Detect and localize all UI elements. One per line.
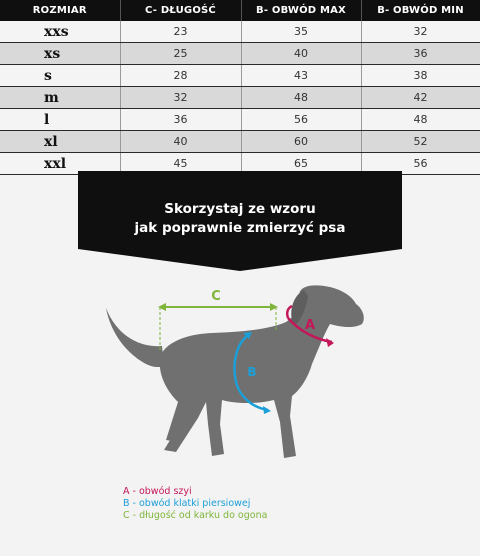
table-row bbox=[0, 87, 480, 109]
girth-max-cell: 43 bbox=[241, 65, 361, 87]
size-cell: xxl bbox=[0, 153, 120, 175]
girth-min-cell: 42 bbox=[361, 87, 480, 109]
table-row bbox=[0, 109, 480, 131]
table-header-row bbox=[0, 0, 480, 21]
label-a: A bbox=[304, 318, 316, 333]
dog-body bbox=[160, 285, 364, 458]
girth-min-cell: 38 bbox=[361, 65, 480, 87]
girth-min-cell: 36 bbox=[361, 43, 480, 65]
size-cell: xl bbox=[0, 131, 120, 153]
label-b: B bbox=[247, 365, 257, 379]
legend-item-c: C - długość od karku do ogona bbox=[123, 510, 268, 521]
girth-max-cell: 56 bbox=[241, 109, 361, 131]
label-c: C bbox=[211, 289, 221, 304]
size-cell: xxs bbox=[0, 21, 120, 43]
table-row bbox=[0, 21, 480, 43]
header-girth-max: B- OBWÓD MAX bbox=[241, 0, 361, 21]
girth-min-cell: 48 bbox=[361, 109, 480, 131]
size-table bbox=[0, 0, 480, 175]
girth-max-cell: 65 bbox=[241, 153, 361, 175]
header-length: C- DŁUGOŚĆ bbox=[120, 0, 241, 21]
table-row bbox=[0, 131, 480, 153]
header-size: ROZMIAR bbox=[0, 0, 120, 21]
size-cell: xs bbox=[0, 43, 120, 65]
dog-tail bbox=[106, 308, 164, 367]
length-cell: 45 bbox=[120, 153, 241, 175]
girth-max-cell: 40 bbox=[241, 43, 361, 65]
girth-max-cell: 60 bbox=[241, 131, 361, 153]
banner-text bbox=[78, 200, 402, 238]
size-cell: s bbox=[0, 65, 120, 87]
dog-measurement-diagram bbox=[0, 280, 480, 480]
girth-max-cell: 35 bbox=[241, 21, 361, 43]
measurement-legend bbox=[123, 486, 267, 522]
banner-line-2: jak poprawnie zmierzyć psa bbox=[134, 220, 346, 236]
girth-min-cell: 52 bbox=[361, 131, 480, 153]
girth-min-cell: 32 bbox=[361, 21, 480, 43]
length-cell: 32 bbox=[120, 87, 241, 109]
legend-item-b: B - obwód klatki piersiowej bbox=[123, 498, 251, 509]
length-cell: 28 bbox=[120, 65, 241, 87]
table-row bbox=[0, 65, 480, 87]
banner-line-1: Skorzystaj ze wzoru bbox=[164, 201, 316, 217]
table-row bbox=[0, 43, 480, 65]
header-girth-min: B- OBWÓD MIN bbox=[361, 0, 480, 21]
length-cell: 23 bbox=[120, 21, 241, 43]
instruction-banner bbox=[78, 171, 402, 271]
legend-item-a: A - obwód szyi bbox=[123, 486, 192, 497]
girth-min-cell: 56 bbox=[361, 153, 480, 175]
length-cell: 25 bbox=[120, 43, 241, 65]
girth-max-cell: 48 bbox=[241, 87, 361, 109]
size-cell: l bbox=[0, 109, 120, 131]
size-cell: m bbox=[0, 87, 120, 109]
length-cell: 40 bbox=[120, 131, 241, 153]
length-cell: 36 bbox=[120, 109, 241, 131]
